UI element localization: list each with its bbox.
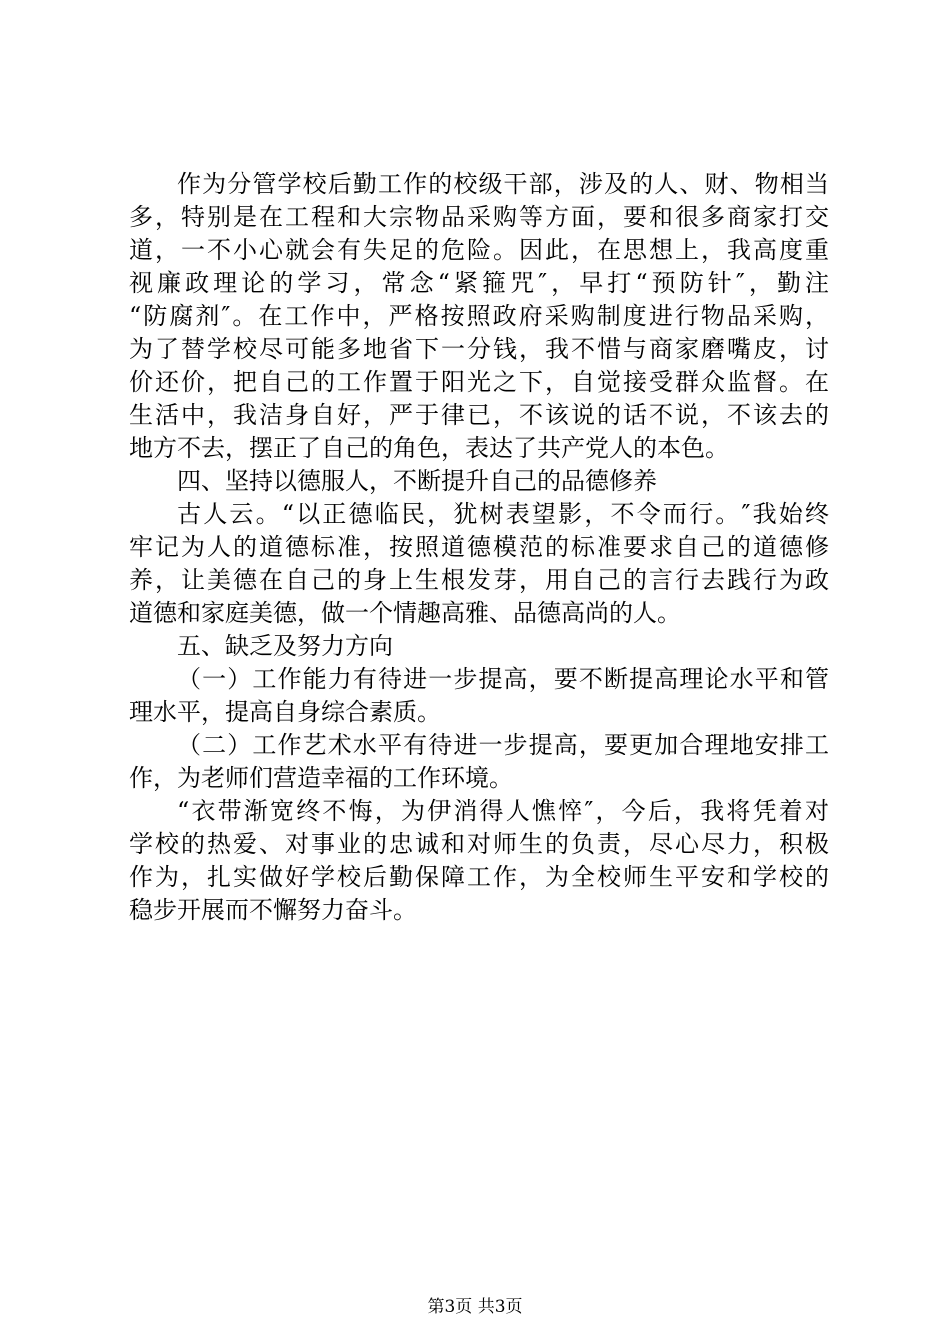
text-line: 价还价，把自己的工作置于阳光之下，自觉接受群众监督。在 [129,368,829,396]
page-footer: 第3页 共3页 [427,1297,523,1317]
text-line: （二）工作艺术水平有待进一步提高，要更加合理地安排工 [177,731,829,759]
text-line: 生活中，我洁身自好，严于律已，不该说的话不说，不该去的 [129,401,829,429]
text-line: 四、坚持以德服人，不断提升自己的品德修养 [177,467,657,495]
text-line: 视廉政理论的学习，常念“紧箍咒″，早打“预防针″，勤注 [129,269,829,297]
document-body [129,168,829,927]
text-line: “防腐剂″。在工作中，严格按照政府采购制度进行物品采购， [129,302,829,330]
text-line: 古人云。“以正德临民，犹树表望影，不令而行。″我始终 [177,500,829,528]
text-line: 作为分管学校后勤工作的校级干部，涉及的人、财、物相当 [177,170,829,198]
text-line: 道德和家庭美德，做一个情趣高雅、品德高尚的人。 [129,599,681,627]
text-line: 为了替学校尽可能多地省下一分钱，我不惜与商家磨嘴皮，讨 [129,335,829,363]
text-line: 养，让美德在自己的身上生根发芽，用自己的言行去践行为政 [129,566,829,594]
text-line: “衣带渐宽终不悔，为伊消得人憔悴″，今后，我将凭着对 [177,797,829,825]
text-line: 学校的热爱、对事业的忠诚和对师生的负责，尽心尽力，积极 [129,830,829,858]
text-line: 理水平，提高自身综合素质。 [129,698,441,726]
text-line: 稳步开展而不懈努力奋斗。 [129,896,417,924]
text-line: 多，特别是在工程和大宗物品采购等方面，要和很多商家打交 [129,203,829,231]
text-line: 地方不去，摆正了自己的角色，表达了共产党人的本色。 [129,434,729,462]
text-line: 五、缺乏及努力方向 [177,632,393,660]
text-line: （一）工作能力有待进一步提高，要不断提高理论水平和管 [177,665,829,693]
text-line: 道，一不小心就会有失足的危险。因此，在思想上，我高度重 [129,236,829,264]
text-line: 牢记为人的道德标准，按照道德模范的标准要求自己的道德修 [129,533,829,561]
text-line: 作为，扎实做好学校后勤保障工作，为全校师生平安和学校的 [129,863,829,891]
text-line: 作，为老师们营造幸福的工作环境。 [129,764,513,792]
